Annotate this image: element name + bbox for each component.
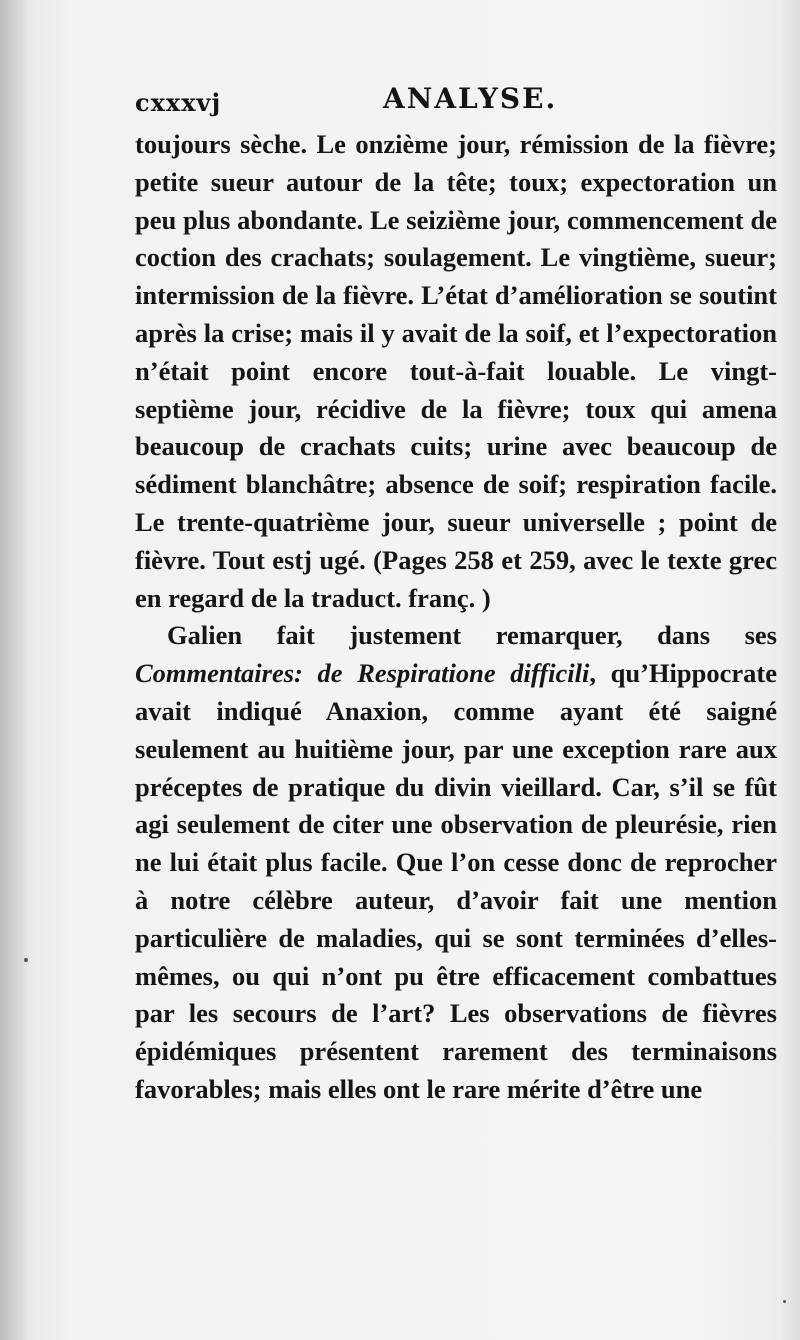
running-head [135,82,775,122]
paragraph-galien [135,617,777,1108]
running-title: ANALYSE. [383,82,558,115]
paragraph-text-rest: , qu’Hippocrate avait indiqué Anaxion, comme ayant été saigné seulement au huitième jour, par une exception rare aux préceptes de pratique du divin vieillard. Car, s’il se fût agi seulement de citer une observation de pleurésie, rien ne lui était plus facile. Que l’on cesse donc de reprocher à notre célèbre auteur, d’avoir fait une mention particulière de maladies, qui se sont terminées d’elles-mêmes, ou qui n’ont pu être efficacement combattues par les secours de l’art? Les observations de fièvres épidémiques présentent rarement des terminaisons favorables; mais elles ont le rare mérite d’être une [135,658,777,1104]
ink-speck [783,1300,786,1303]
paragraph-text-start: Galien fait justement remarquer, dans ses [167,620,777,651]
paragraph-continuation: toujours sèche. Le onzième jour, rémission de la fièvre; petite sueur autour de la tête; toux; expectoration un peu plus abondante. Le seizième jour, commencement de coction des crachats; soulagement. Le vingtième, sueur; intermission de la fièvre. L’état d’amélioration se soutint après la crise; mais il y avait de la soif, et l’expectoration n’était point encore tout-à-fait louable. Le vingt-septième jour, récidive de la fièvre; toux qui amena beaucoup de crachats cuits; urine avec beaucoup de sédiment blanchâtre; absence de soif; respiration facile. Le trente-quatrième jour, sueur universelle ; point de fièvre. Tout estj ugé. (Pages 258 et 259, avec le texte grec en regard de la traduct. franç. ) [135,129,777,613]
italic-title-commentaires: Commentaires: de [135,658,358,689]
ink-speck [24,958,28,962]
body-text [135,126,777,1109]
italic-title-difficili: difficili [495,658,590,689]
page-number: cxxxvj [135,88,222,117]
italic-title-respiratione: Respiratione [357,658,496,689]
